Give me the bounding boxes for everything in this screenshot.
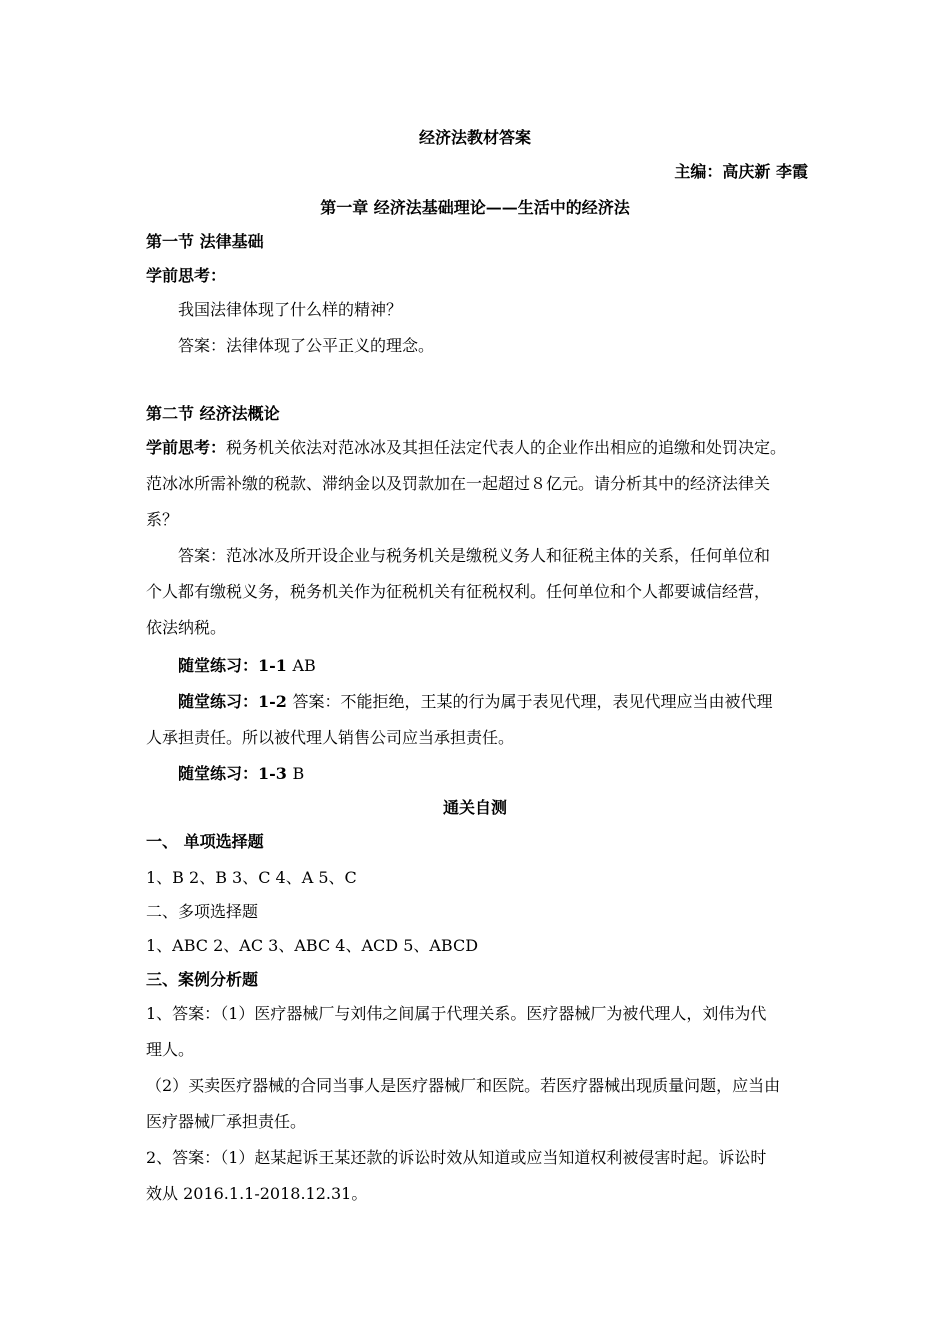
section2-answer-line3: 依法纳税。 <box>146 618 227 637</box>
exercise-answer: B <box>292 764 305 783</box>
chapter-title: 第一章 经济法基础理论——生活中的经济法 <box>320 198 630 217</box>
section1-preview-label: 学前思考： <box>146 266 227 285</box>
section2-preview-label: 学前思考： <box>146 438 227 457</box>
part2-heading: 二、多项选择题 <box>146 902 259 921</box>
section1-answer: 答案：法律体现了公平正义的理念。 <box>178 336 435 355</box>
section2-heading: 第二节 经济法概论 <box>146 404 280 423</box>
part1-heading: 一、 单项选择题 <box>146 832 264 851</box>
section2-question-line2: 范冰冰所需补缴的税款、滞纳金以及罚款加在一起超过８亿元。请分析其中的经济法律关 <box>146 474 771 493</box>
case1-prefix: 1、答案： <box>146 1004 221 1023</box>
part3-heading: 三、案例分析题 <box>146 970 259 989</box>
case2-text: （1）赵某起诉王某还款的诉讼时效从知道或应当知道权利被侵害时起。诉讼时 <box>220 1148 767 1167</box>
part1-answers: 1、B 2、B 3、C 4、A 5、C <box>146 868 357 887</box>
exercise-1-1 <box>178 656 811 676</box>
section2-question-line1 <box>146 438 811 458</box>
section1-heading: 第一节 法律基础 <box>146 232 264 251</box>
document-title: 经济法教材答案 <box>418 128 531 147</box>
exercise-1-2 <box>178 692 811 712</box>
case1-text: （1）医疗器械厂与刘伟之间属于代理关系。医疗器械厂为被代理人，刘伟为代 <box>220 1004 767 1023</box>
case2-line1 <box>146 1148 811 1168</box>
case1-line3: （2）买卖医疗器械的合同当事人是医疗器械厂和医院。若医疗器械出现质量问题，应当由 <box>146 1076 781 1095</box>
part2-answers: 1、ABC 2、AC 3、ABC 4、ACD 5、ABCD <box>146 936 479 955</box>
exercise-1-2-continued: 人承担责任。所以被代理人销售公司应当承担责任。 <box>146 728 515 747</box>
section2-answer-line2: 个人都有缴税义务，税务机关作为征税机关有征税权利。任何单位和个人都要诚信经营， <box>146 582 771 601</box>
section2-question-line3: 系？ <box>146 510 179 529</box>
editors-line: 主编：高庆新 李霞 <box>674 162 808 181</box>
exercise-answer: 答案：不能拒绝，王某的行为属于表见代理，表见代理应当由被代理 <box>292 692 773 711</box>
section2-answer-line1: 答案：范冰冰及所开设企业与税务机关是缴税义务人和征税主体的关系，任何单位和 <box>178 546 771 565</box>
selftest-title: 通关自测 <box>442 798 507 817</box>
case2-prefix: 2、答案： <box>146 1148 221 1167</box>
section2-question-text: 税务机关依法对范冰冰及其担任法定代表人的企业作出相应的追缴和处罚决定。 <box>226 438 787 457</box>
section1-question: 我国法律体现了什么样的精神？ <box>178 300 403 319</box>
exercise-1-3 <box>178 764 811 784</box>
exercise-answer: AB <box>292 656 316 675</box>
case1-line1 <box>146 1004 811 1024</box>
exercise-label: 随堂练习：1-3 <box>178 764 293 783</box>
case1-line2: 理人。 <box>146 1040 195 1059</box>
case1-line4: 医疗器械厂承担责任。 <box>146 1112 307 1131</box>
case2-line2: 效从 2016.1.1-2018.12.31。 <box>146 1184 368 1203</box>
exercise-label: 随堂练习：1-2 <box>178 692 293 711</box>
exercise-label: 随堂练习：1-1 <box>178 656 293 675</box>
